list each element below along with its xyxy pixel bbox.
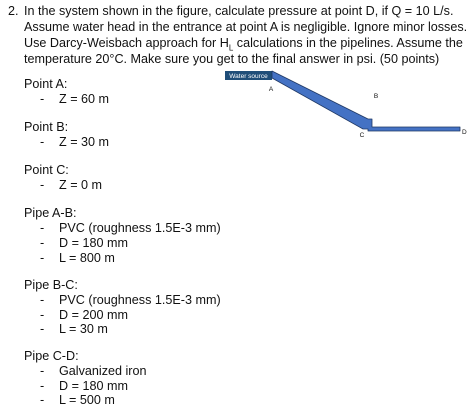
pipe-cd-length: L = 500 m: [59, 393, 115, 407]
bullet-dash: -: [40, 92, 45, 106]
pipe-bc-diameter: D = 200 mm: [59, 308, 128, 322]
point-c-title: Point C:: [24, 163, 69, 177]
problem-text-part-2: calculations in the pipelines. Assume the temperature 20°C. Make sure you get to the final answer in psi. (50 points): [24, 36, 463, 66]
bullet-dash: -: [40, 293, 45, 307]
problem-number: 2.: [8, 4, 19, 18]
bullet-dash: -: [40, 393, 45, 407]
bullet-dash: -: [40, 379, 45, 393]
bullet-dash: -: [40, 135, 45, 149]
point-a-elevation: Z = 60 m: [59, 92, 110, 106]
pipe-bc-title: Pipe B-C:: [24, 278, 78, 292]
pipe-ab-length: L = 800 m: [59, 251, 115, 265]
point-d-label: D: [462, 129, 467, 136]
pipe-ab-diameter: D = 180 mm: [59, 236, 128, 250]
point-c-label: C: [359, 132, 365, 139]
bullet-dash: -: [40, 364, 45, 378]
point-a-label: A: [268, 86, 274, 93]
pipe-ab-material: PVC (roughness 1.5E-3 mm): [59, 221, 221, 235]
pipe-bc-length: L = 30 m: [59, 322, 108, 336]
pipe-network: [272, 71, 460, 131]
bullet-dash: -: [40, 221, 45, 235]
point-b-label: B: [373, 93, 379, 100]
bullet-dash: -: [40, 308, 45, 322]
point-b-title: Point B:: [24, 120, 69, 134]
problem-text-part-1: In the system shown in the figure, calculate pressure at point D, if Q = 10 L/s. Assume water head in the entrance at point A is negligible. Ignore minor losses. Use Darcy-Weisbach approach for H: [24, 4, 468, 50]
bullet-dash: -: [40, 251, 45, 265]
head-loss-subscript: L: [228, 43, 234, 53]
bullet-dash: -: [40, 236, 45, 250]
point-b-elevation: Z = 30 m: [59, 135, 110, 149]
pipe-bc-material: PVC (roughness 1.5E-3 mm): [59, 293, 221, 307]
pipe-cd-diameter: D = 180 mm: [59, 379, 128, 393]
pipe-cd-title: Pipe C-D:: [24, 349, 79, 363]
water-source-label: Water source: [229, 73, 268, 80]
pipe-cd-material: Galvanized iron: [59, 364, 147, 378]
point-c-elevation: Z = 0 m: [59, 178, 103, 192]
pipe-ab-title: Pipe A-B:: [24, 206, 77, 220]
point-a-title: Point A:: [24, 77, 68, 91]
bullet-dash: -: [40, 322, 45, 336]
bullet-dash: -: [40, 178, 45, 192]
